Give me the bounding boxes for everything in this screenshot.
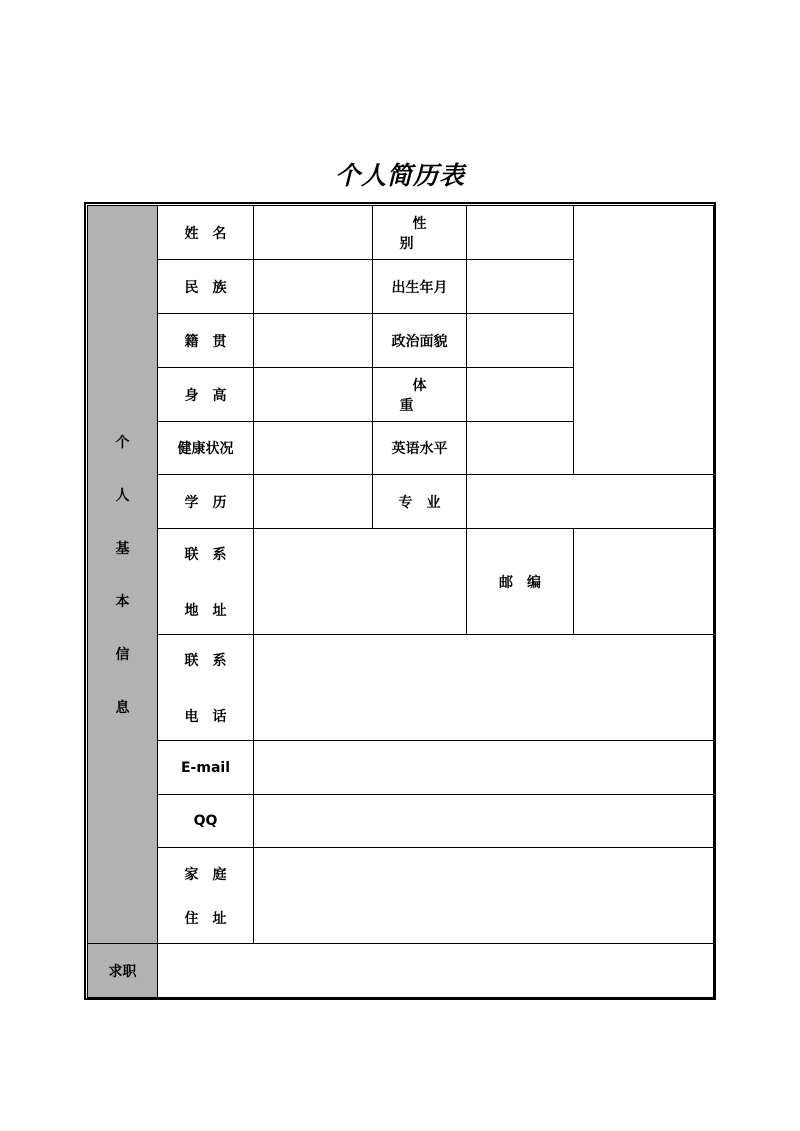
label-qq: QQ xyxy=(158,795,254,848)
label-political-status: 政治面貌 xyxy=(373,314,467,368)
label-contact-phone: 联系 电话 xyxy=(158,635,254,741)
section-label-basic-info xyxy=(88,206,158,944)
section-label-char: 信 xyxy=(115,647,130,663)
political-status-field[interactable] xyxy=(467,314,574,368)
gender-field[interactable] xyxy=(467,206,574,260)
native-place-field[interactable] xyxy=(254,314,373,368)
section-label-char: 本 xyxy=(115,594,130,610)
health-field[interactable] xyxy=(254,422,373,475)
email-field[interactable] xyxy=(254,741,714,795)
table-row xyxy=(88,529,714,582)
resume-table xyxy=(87,205,714,998)
table-row xyxy=(88,795,714,848)
qq-field[interactable] xyxy=(254,795,714,848)
label-name: 姓名 xyxy=(158,206,254,260)
weight-field[interactable] xyxy=(467,368,574,422)
table-row xyxy=(88,848,714,896)
label-postcode: 邮编 xyxy=(467,529,574,635)
label-ethnicity: 民族 xyxy=(158,260,254,314)
birth-field[interactable] xyxy=(467,260,574,314)
section-label-char: 人 xyxy=(115,488,130,504)
contact-address-field[interactable] xyxy=(254,529,467,635)
english-field[interactable] xyxy=(467,422,574,475)
table-row xyxy=(88,206,714,260)
name-field[interactable] xyxy=(254,206,373,260)
photo-box[interactable] xyxy=(574,206,714,475)
label-gender: 性别 xyxy=(373,206,467,260)
label-contact-address: 联系 地址 xyxy=(158,529,254,635)
label-home-address: 家庭 住址 xyxy=(158,848,254,944)
education-field[interactable] xyxy=(254,475,373,529)
table-row xyxy=(88,475,714,529)
label-english: 英语水平 xyxy=(373,422,467,475)
label-birth: 出生年月 xyxy=(373,260,467,314)
label-native-place: 籍贯 xyxy=(158,314,254,368)
section-label-char: 息 xyxy=(115,700,130,716)
table-row xyxy=(88,635,714,688)
home-address-field[interactable] xyxy=(254,848,714,944)
label-height: 身高 xyxy=(158,368,254,422)
section-label-char: 个 xyxy=(115,435,130,451)
label-job-objective: 求职 xyxy=(88,944,158,998)
job-objective-field[interactable] xyxy=(158,944,714,998)
height-field[interactable] xyxy=(254,368,373,422)
label-health: 健康状况 xyxy=(158,422,254,475)
major-field[interactable] xyxy=(467,475,714,529)
section-label-char: 基 xyxy=(115,541,130,557)
label-weight: 体重 xyxy=(373,368,467,422)
label-email: E-mail xyxy=(158,741,254,795)
contact-phone-field[interactable] xyxy=(254,635,714,741)
table-row xyxy=(88,741,714,795)
postcode-field[interactable] xyxy=(574,529,714,635)
table-row xyxy=(88,944,714,998)
label-education: 学历 xyxy=(158,475,254,529)
label-major: 专业 xyxy=(373,475,467,529)
page-title: 个人简历表 xyxy=(334,161,465,190)
ethnicity-field[interactable] xyxy=(254,260,373,314)
